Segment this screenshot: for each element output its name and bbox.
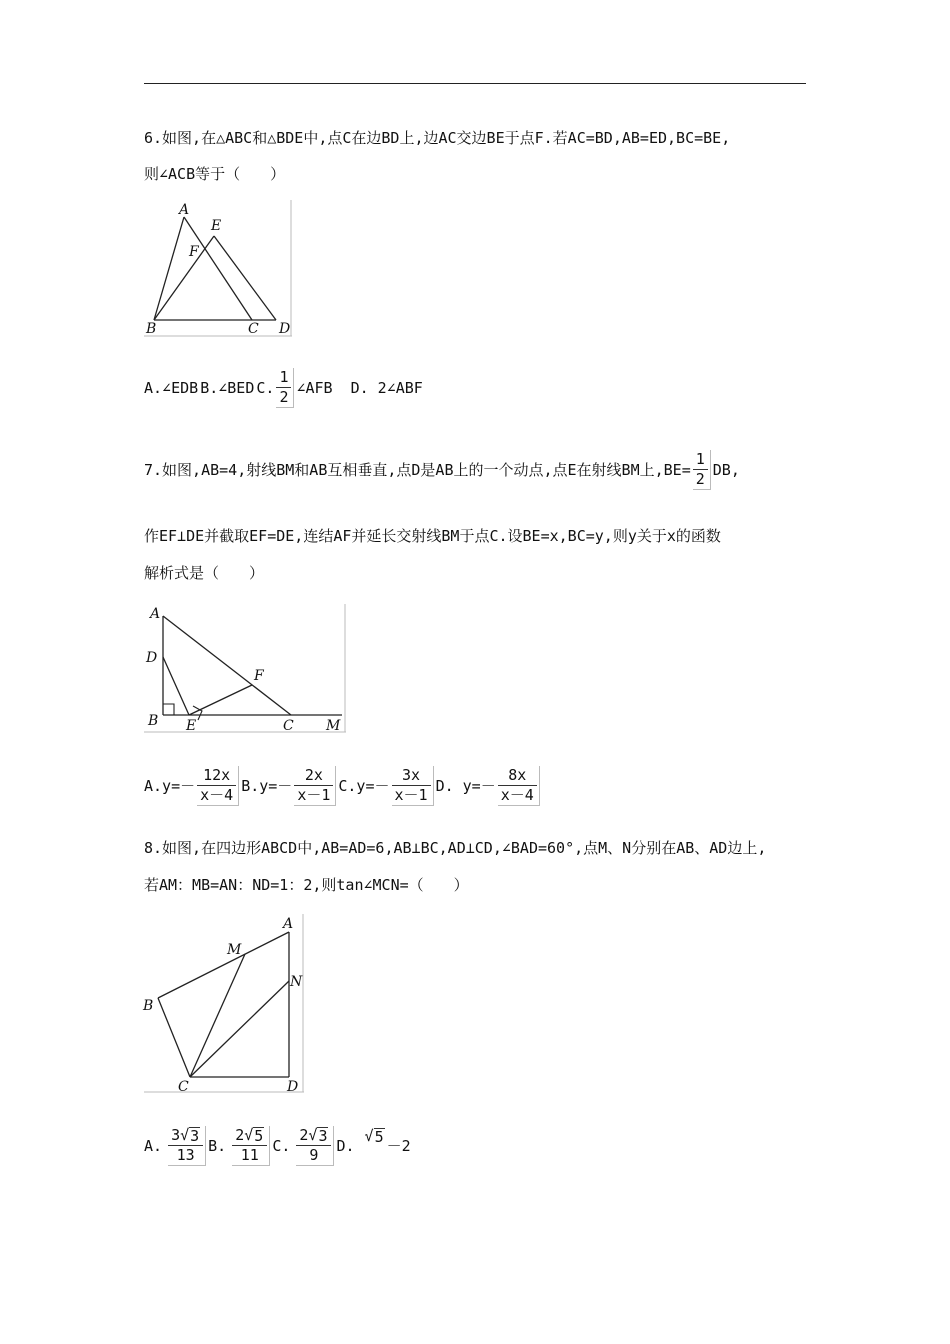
q6-text-line1: 6.如图,在△ABC和△BDE中,点C在边BD上,边AC交边BE于点F.若AC=BD,AB=ED,BC=BE, [144,129,731,147]
q8-option-b[interactable]: B. [208,1137,227,1155]
q8-label-m: M [227,942,242,958]
radicand: 3 [190,1127,200,1145]
q7-right-angle-b [163,704,174,715]
q8-edge-bc [158,998,190,1077]
q7-line1-post: DB, [712,461,740,479]
q6-label-d: D [279,321,291,337]
fraction-denominator: x－4 [500,786,534,804]
q8-label-a: A [283,916,294,932]
q8-option-b-fraction [232,1126,270,1166]
q7-option-a-fraction [197,766,239,806]
q6-edge-ed [214,236,276,320]
q7-label-e: E [186,718,197,734]
fraction-denominator: x－4 [200,786,234,804]
q8-edge-ab [158,932,289,998]
q7-label-c: C [283,718,294,734]
q8-option-c-fraction [296,1126,334,1166]
q7-figure [142,602,348,740]
q8-label-d: D [287,1079,299,1095]
q7-line1-pre: 7.如图,AB=4,射线BM和AB互相垂直,点D是AB上的一个动点,点E在射线BM上,BE= [144,461,691,479]
fraction-numerator [168,1126,203,1145]
radicand: 5 [374,1127,384,1146]
q8-edge-cm [190,954,245,1077]
q7-option-d-fraction [498,766,540,806]
q7-label-a: A [150,606,161,622]
q6-option-c-prefix[interactable]: C. [256,379,275,397]
q6-edge-be [154,236,214,320]
radical [180,1126,200,1145]
radical [308,1126,328,1145]
radical-coefficient: 2 [235,1126,245,1144]
fraction-numerator: 3x [402,766,421,784]
radical-symbol: √ [308,1126,318,1144]
q8-text-line1: 8.如图,在四边形ABCD中,AB=AD=6,AB⊥BC,AD⊥CD,∠BAD=60°,点M、N分别在AB、AD边上, [144,839,767,857]
radical-symbol: √ [180,1126,190,1144]
q6-option-c-suffix: ∠AFB [296,379,333,397]
q6-label-f: F [189,244,199,260]
q8-label-n: N [290,974,303,990]
fraction-numerator [232,1126,267,1145]
q6-label-e: E [211,218,222,234]
q7-label-f: F [254,668,264,684]
radicand: 5 [254,1127,264,1145]
q7-option-b[interactable]: B.y=－ [241,777,293,795]
fraction-numerator: 2x [304,766,323,784]
q7-text-line2: 作EF⊥DE并截取EF=DE,连结AF并延长交射线BM于点C.设BE=x,BC=y,则y关于x的函数 [144,527,721,545]
radical-coefficient: 2 [299,1126,309,1144]
q6-label-a: A [179,202,190,218]
q8-option-a-fraction [168,1126,206,1166]
q7-option-b-fraction [294,766,336,806]
q8-text-line2: 若AM：MB=AN：ND=1：2,则tan∠MCN=（ ） [144,876,469,894]
q6-edge-ab [154,217,184,320]
fraction-denominator: x－1 [394,786,428,804]
radicand: 3 [318,1127,328,1145]
q7-option-c[interactable]: C.y=－ [338,777,390,795]
radical-symbol: √ [364,1126,374,1145]
q7-edge-de [163,657,189,715]
fraction-denominator: 11 [240,1146,259,1164]
q6-label-c: C [248,321,259,337]
q7-option-d[interactable]: D. y=－ [435,777,496,795]
fraction-numerator: 8x [508,766,527,784]
q8-figure [142,912,306,1100]
q6-option-c-fraction [276,368,294,408]
q7-line1-fraction [693,450,711,490]
q6-figure [142,198,294,344]
q6-option-d[interactable]: D. 2∠ABF [350,379,423,397]
q8-label-b: B [143,998,154,1014]
fraction-denominator: 2 [695,470,705,488]
q7-options [144,766,542,806]
fraction-numerator: 1 [695,450,705,468]
q6-label-b: B [146,321,157,337]
q7-edge-ef [189,685,252,715]
q8-option-d-radical [365,1127,385,1146]
q8-option-a[interactable]: A. [144,1137,163,1155]
fraction-denominator: 9 [309,1146,319,1164]
q7-option-c-fraction [392,766,434,806]
q7-label-m: M [326,718,341,734]
q8-edge-cn [190,981,289,1077]
fraction-numerator [296,1126,331,1145]
q6-option-b[interactable]: B.∠BED [200,379,255,397]
q7-label-d: D [146,650,158,666]
fraction-denominator: 13 [176,1146,195,1164]
q8-option-c[interactable]: C. [272,1137,291,1155]
fraction-numerator: 12x [203,766,231,784]
fraction-denominator: x－1 [297,786,331,804]
q8-option-d-suffix: －2 [386,1137,411,1155]
q8-option-d[interactable]: D. [336,1137,355,1155]
radical [244,1126,264,1145]
q7-label-b: B [148,713,159,729]
q7-text-line1 [144,450,740,490]
q8-label-c: C [178,1079,189,1095]
fraction-denominator: 2 [279,388,289,406]
radical-coefficient: 3 [171,1126,181,1144]
q6-text-line2: 则∠ACB等于（ ） [144,165,286,183]
q6-option-a[interactable]: A.∠EDB [144,379,199,397]
q6-options [144,368,423,408]
header-rule [144,83,806,84]
q8-options [144,1126,411,1166]
radical-symbol: √ [244,1126,254,1144]
q7-option-a[interactable]: A.y=－ [144,777,196,795]
q7-text-line3: 解析式是（ ） [144,564,265,582]
fraction-numerator: 1 [279,368,289,386]
